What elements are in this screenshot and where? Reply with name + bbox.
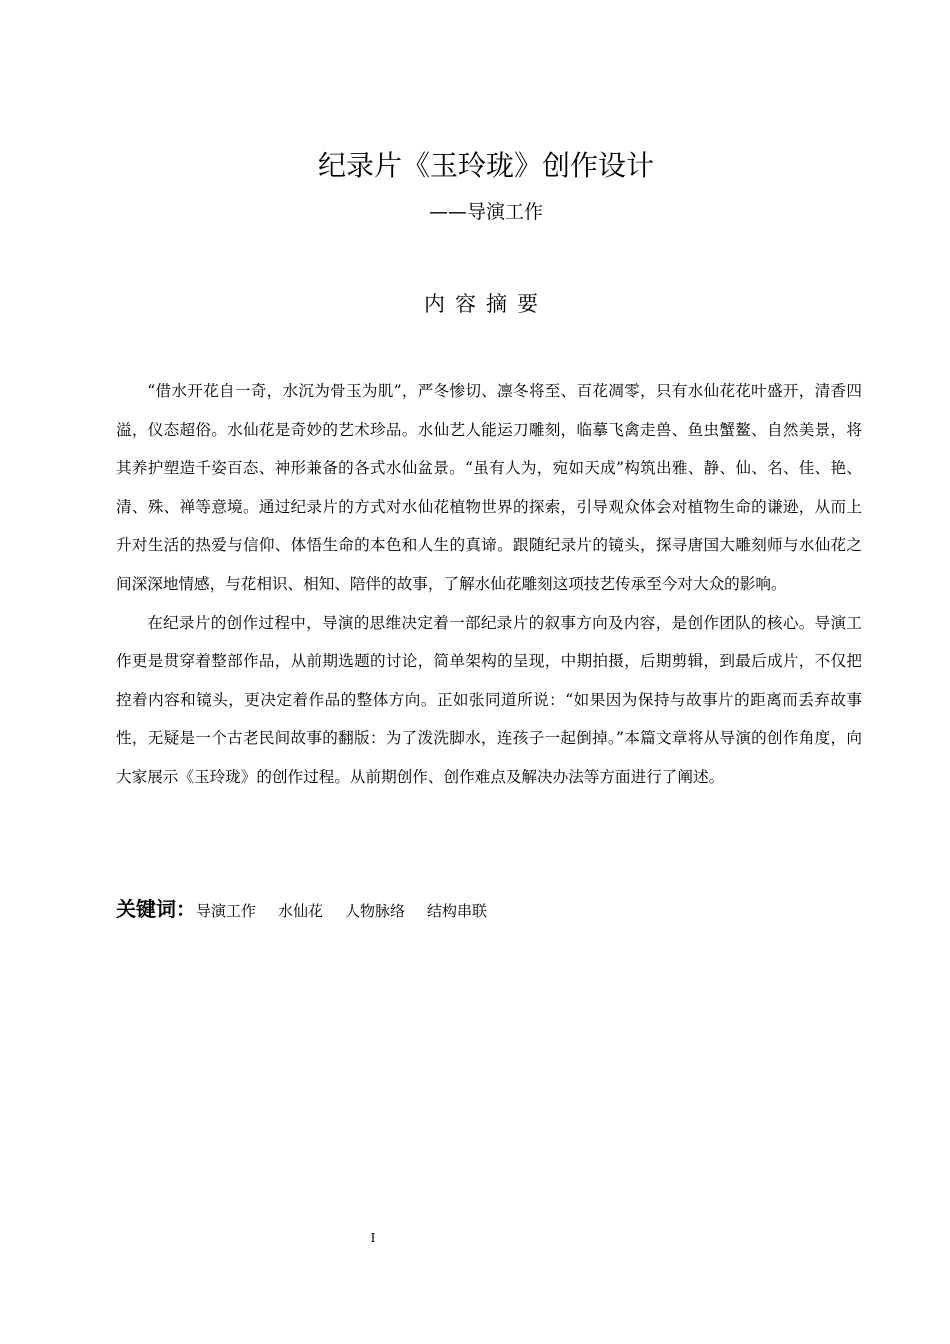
keywords-line [116,893,509,927]
keyword-1: 导演工作 [196,902,257,920]
keyword-3: 人物脉络 [345,902,406,920]
document-title: 纪录片《玉玲珑》创作设计 [317,149,654,182]
keywords-label: 关键词： [116,897,196,921]
keyword-2: 水仙花 [278,902,324,920]
abstract-paragraph-1: “借水开花自一奇，水沉为骨玉为肌”，严冬惨切、凛冬将至、百花凋零，只有水仙花花叶盛开，清香四溢，仪态超俗。水仙花是奇妙的艺术珍品。水仙艺人能运刀雕刻，临摹飞禽走兽、鱼虫蟹鳌、自然美景，将其养护塑造千姿百态、神形兼备的各式水仙盆景。“虽有人为，宛如天成”构筑出雅、静、仙、名、佳、艳、清、殊、禅等意境。通过纪录片的方式对水仙花植物世界的探索，引导观众体会对植物生命的谦逊，从而上升对生活的热爱与信仰、体悟生命的本色和人生的真谛。跟随纪录片的镜头，探寻唐国大雕刻师与水仙花之间深深地情感，与花相识、相知、陪伴的故事，了解水仙花雕刻这项技艺传承至今对大众的影响。 [116,382,862,593]
page-number: I [370,1231,376,1245]
abstract-heading: 内容摘要 [424,292,548,316]
document-subtitle: ——导演工作 [428,201,543,223]
abstract-body [116,372,862,797]
keyword-4: 结构串联 [427,902,488,920]
abstract-paragraph-2: 在纪录片的创作过程中，导演的思维决定着一部纪录片的叙事方向及内容，是创作团队的核心。导演工作更是贯穿着整部作品，从前期选题的讨论，简单架构的呈现，中期拍摄，后期剪辑，到最后成片，不仅把控着内容和镜头，更决定着作品的整体方向。正如张同道所说：“如果因为保持与故事片的距离而丢弃故事性，无疑是一个古老民间故事的翻版：为了泼洗脚水，连孩子一起倒掉。”本篇文章将从导演的创作角度，向大家展示《玉玲珑》的创作过程。从前期创作、创作难点及解决办法等方面进行了阐述。 [116,613,862,786]
